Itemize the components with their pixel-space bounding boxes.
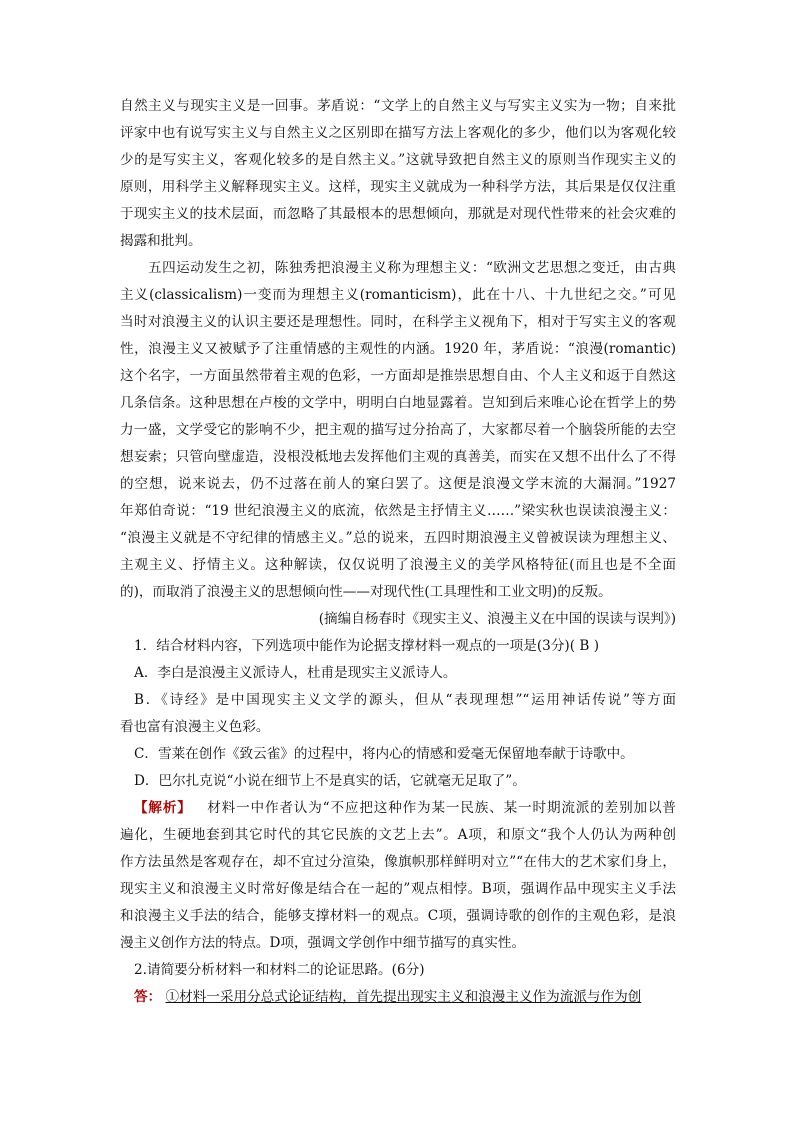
analysis-tag: 【解析】 — [134, 800, 192, 816]
text-line: 力一盛，文学受它的影响不少，把主观的描写过分抬高了，大家都尽着一个脑袋所能的去空 — [120, 422, 676, 438]
answer-line — [120, 984, 676, 1011]
question-1 — [120, 633, 676, 795]
text-line: 主义(classicalism)一变而为理想主义(romanticism)，此在十八、十九世纪之交。”可见 — [120, 287, 676, 303]
question-stem: 1．结合材料内容，下列选项中能作为论据支撑材料一观点的一项是(3分)( B ) — [134, 638, 599, 654]
text-line: 的)，而取消了浪漫主义的思想倾向性——对现代性(工具理性和工业文明)的反叛。 — [120, 584, 612, 600]
text-line: 自然主义与现实主义是一回事。茅盾说：“文学上的自然主义与写实主义实为一物；自来批 — [120, 98, 676, 114]
text-line: “浪漫主义就是不守纪律的情感主义。”总的说来，五四时期浪漫主义曾被误读为理想主义、 — [120, 530, 676, 546]
text-line: 主观主义、抒情主义。这种解读，仅仅说明了浪漫主义的美学风格特征(而且也是不全面 — [120, 557, 676, 573]
analysis-first-line — [120, 795, 676, 822]
text-line: 五四运动发生之初，陈独秀把浪漫主义称为理想主义：“欧洲文艺思想之变迁，由古典 — [148, 260, 676, 276]
analysis-text: 材料一中作者认为“不应把这种作为某一民族、某一时期流派的差别加以普 — [207, 800, 676, 816]
question-stem-text: 1．结合材料内容，下列选项中能作为论据支撑材料一观点的一项是(3分)( — [134, 638, 576, 654]
text-line: 这个名字，一方面虽然带着主观的色彩，一方面却是推崇思想自由、个人主义和返于自然这 — [120, 368, 676, 384]
text-line: 的空想，说来说去，仍不过落在前人的窠臼罢了。这便是浪漫文学末流的大漏洞。”1927 — [120, 476, 676, 492]
text-line: 年郑伯奇说：“19 世纪浪漫主义的底流，依然是主抒情主义……”梁实秋也误读浪漫主义： — [120, 503, 676, 519]
text-line: 性，浪漫主义又被赋予了注重情感的主观性的内涵。1920 年，茅盾说：“浪漫(romantic) — [120, 341, 676, 357]
option-c: C．雪莱在创作《致云雀》的过程中，将内心的情感和爱毫无保留地奉献于诗歌中。 — [134, 746, 634, 762]
option-b: B．《诗经》是中国现实主义文学的源头，但从“表现理想”“运用神话传说”等方面 — [134, 692, 676, 708]
text-line: 揭露和批判。 — [120, 233, 202, 249]
text-line: 现实主义和浪漫主义时常好像是结合在一起的”观点相悖。B项，强调作品中现实主义手法 — [120, 881, 676, 897]
question-2 — [120, 957, 676, 1011]
source-citation: (摘编自杨春时《现实主义、浪漫主义在中国的误读与误判》) — [318, 611, 676, 627]
text-line: 想妄索；只管向壁虚造，没根没柢地去发挥他们主观的真善美，而实在又想不出什么了不得 — [120, 449, 676, 465]
text-line: 漫主义创作方法的特点。D项，强调文学创作中细节描写的真实性。 — [120, 935, 526, 951]
text-line: 作方法虽然是客观存在，却不宜过分渲染，像旗帜那样鲜明对立”“在伟大的艺术家们身上， — [120, 854, 676, 870]
text-line: 于现实主义的技术层面，而忽略了其最根本的思想倾向，那就是对现代性带来的社会灾难的 — [120, 206, 676, 222]
option-d: D．巴尔扎克说“小说在细节上不是真实的话，它就毫无足取了”。 — [134, 773, 526, 789]
answer-label: 答： — [134, 989, 162, 1005]
text-line: 遍化，生硬地套到其它时代的其它民族的文艺上去”。A项，和原文“我个人仍认为两种创 — [120, 827, 676, 843]
option-b-cont: 看也富有浪漫主义色彩。 — [120, 719, 270, 735]
paragraph-romanticism — [120, 255, 676, 606]
answer-choice: B — [579, 638, 590, 654]
text-line: 原则，用科学主义解释现实主义。这样，现实主义就成为一种科学方法，其后果是仅仅注重 — [120, 179, 676, 195]
text-line: 当时对浪漫主义的认识主要还是理想性。同时，在科学主义视角下，相对于写实主义的客观 — [120, 314, 676, 330]
document-page — [120, 93, 676, 1011]
paragraph-naturalism — [120, 93, 676, 255]
option-a: A．李白是浪漫主义派诗人，杜甫是现实主义派诗人。 — [134, 665, 457, 681]
text-line: 评家中也有说写实主义与自然主义之区别即在描写方法上客观化的多少，他们以为客观化较 — [120, 125, 676, 141]
question-stem: 2.请简要分析材料一和材料二的论证思路。(6分) — [134, 962, 425, 978]
analysis-block — [120, 795, 676, 957]
text-line: 少的是写实主义，客观化较多的是自然主义。”这就导致把自然主义的原则当作现实主义的 — [120, 152, 676, 168]
text-line: 和浪漫主义手法的结合，能够支撑材料一的观点。C项，强调诗歌的创作的主观色彩，是浪 — [120, 908, 676, 924]
answer-text: ①材料一采用分总式论证结构，首先提出现实主义和浪漫主义作为流派与作为创 — [165, 989, 642, 1005]
text-line: 几条信条。这种思想在卢梭的文学中，明明白白地显露着。岂知到后来唯心论在哲学上的势 — [120, 395, 676, 411]
